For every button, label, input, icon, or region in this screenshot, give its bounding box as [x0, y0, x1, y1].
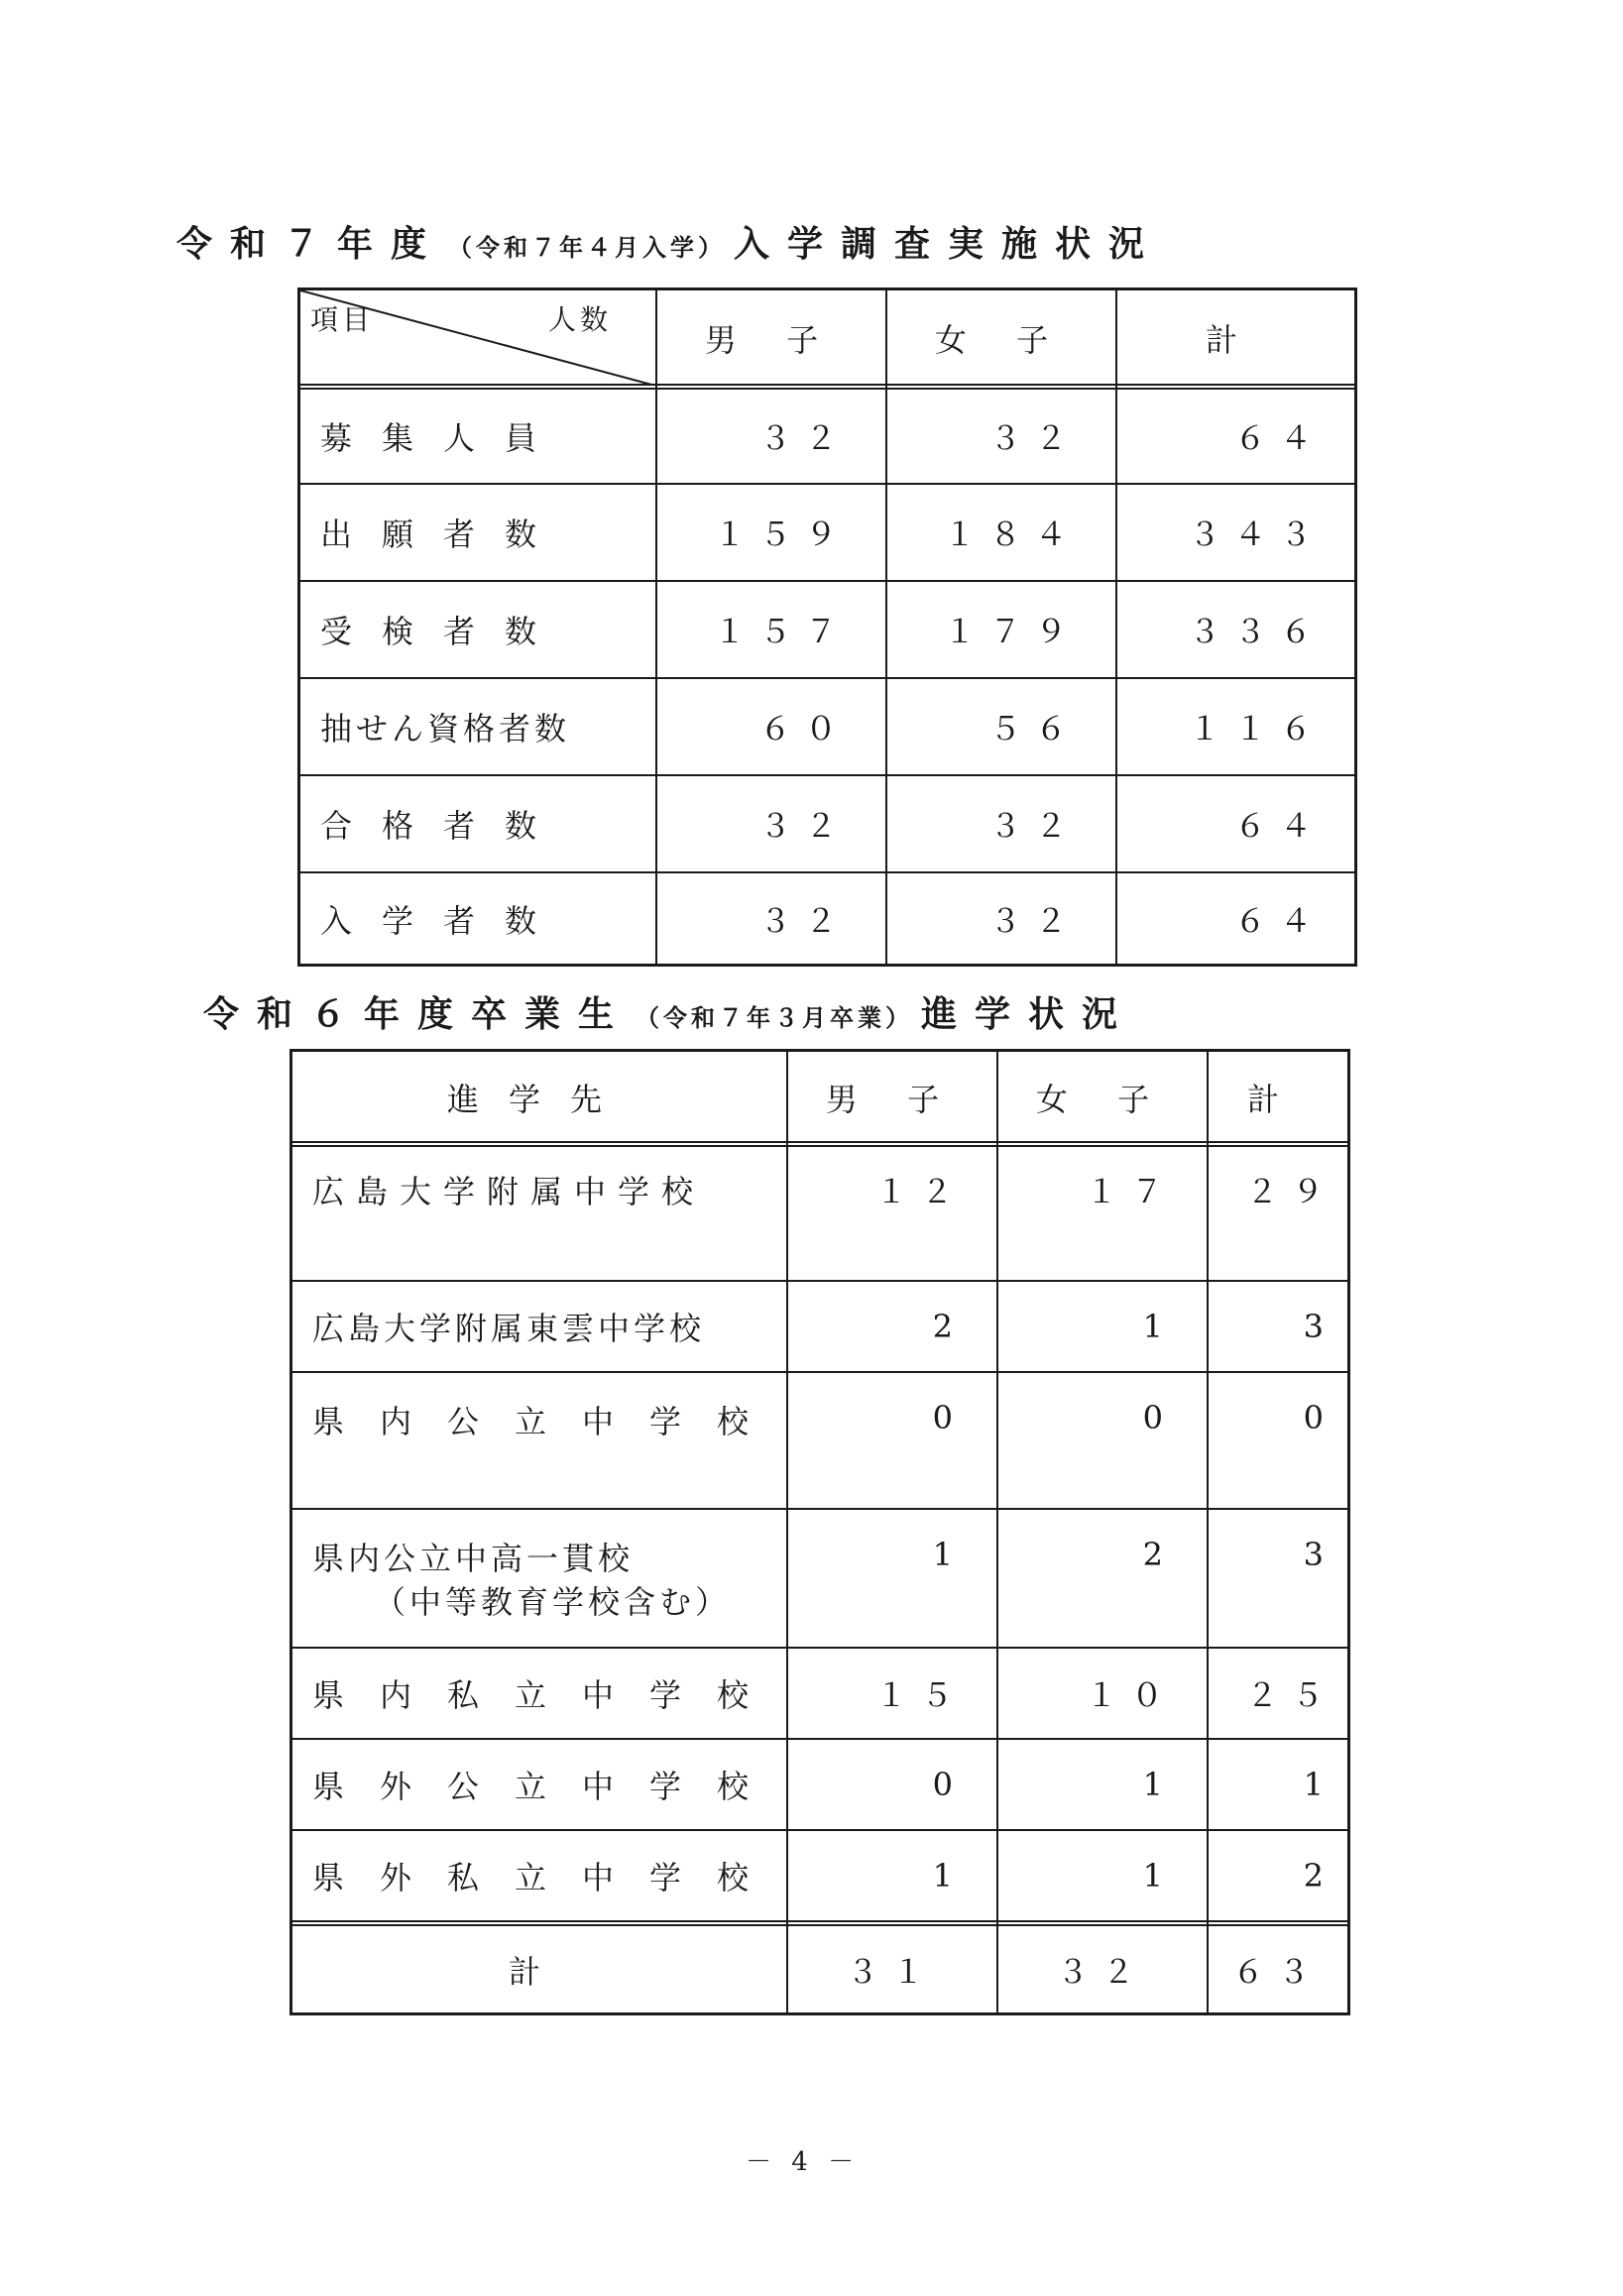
row-total: 0: [1303, 1399, 1337, 1436]
row-label: 県外公立中学校: [312, 1768, 785, 1805]
row-label-secondary: （中等教育学校含む）: [374, 1583, 732, 1621]
row-female: １７: [1085, 1173, 1177, 1210]
row-female: １８４: [943, 516, 1081, 553]
row-total: ６４: [1233, 902, 1326, 940]
total-male: ３１: [846, 1953, 938, 1991]
row-male: １５: [874, 1676, 967, 1714]
row-label: 出願者数: [320, 516, 567, 553]
row-label: 広島大学附属中学校: [312, 1173, 706, 1210]
row-label: 県内公立中学校: [312, 1403, 785, 1440]
row-label: 受検者数: [320, 613, 567, 650]
row-total: ６４: [1233, 807, 1326, 845]
row-female: 0: [1142, 1399, 1177, 1436]
row-label: 募集人員: [320, 419, 567, 457]
section1-title-sub: （令和７年４月入学）: [448, 234, 727, 262]
row-total: ３４３: [1188, 516, 1326, 553]
section1-title-main-a: 令和７年度: [176, 224, 445, 265]
row-male: ３２: [758, 419, 851, 457]
row-male: １２: [874, 1173, 967, 1210]
row-total: ２９: [1245, 1173, 1337, 1210]
advancement-table: [290, 1049, 1350, 2015]
row-total: 3: [1303, 1536, 1337, 1573]
header-destination: 進学先: [446, 1081, 632, 1118]
row-female: １７９: [943, 613, 1081, 650]
total-female: ３２: [1056, 1953, 1148, 1991]
row-male: ３２: [758, 902, 851, 940]
row-female: 2: [1142, 1536, 1177, 1573]
row-label: 県内公立中高一貫校: [312, 1540, 635, 1577]
header-female: 女 子: [1035, 1081, 1170, 1118]
row-male: ６０: [758, 710, 851, 747]
header-male: 男 子: [825, 1081, 960, 1118]
row-male: １５９: [713, 516, 851, 553]
header-count-label: 人数: [548, 303, 613, 336]
row-female: 1: [1142, 1857, 1177, 1894]
header-female: 女 子: [934, 321, 1069, 359]
header-total: 計: [1246, 1081, 1309, 1118]
row-male: １５７: [713, 613, 851, 650]
section2-title: [203, 986, 1135, 1037]
row-male: 2: [932, 1308, 967, 1345]
row-female: ５６: [988, 710, 1081, 747]
row-female: 1: [1142, 1308, 1177, 1345]
row-female: １０: [1085, 1676, 1177, 1714]
row-female: ３２: [988, 807, 1081, 845]
row-female: ３２: [988, 902, 1081, 940]
row-total: ６４: [1233, 419, 1326, 457]
page-number: － 4 －: [746, 2147, 861, 2177]
section2-title-main-b: 進学状況: [921, 994, 1136, 1035]
total-total: ６３: [1231, 1953, 1324, 1991]
section1-title-main-b: 入学調査実施状況: [734, 224, 1163, 265]
header-male: 男 子: [704, 321, 839, 359]
row-total: ２５: [1245, 1676, 1337, 1714]
total-label: 計: [508, 1953, 570, 1991]
section2-title-main-a: 令和６年度卒業生: [203, 994, 633, 1035]
header-total: 計: [1205, 321, 1267, 359]
row-male: ３２: [758, 807, 851, 845]
row-total: ３３６: [1188, 613, 1326, 650]
row-male: 1: [932, 1536, 967, 1573]
row-male: 0: [932, 1399, 967, 1436]
row-total: 2: [1303, 1857, 1337, 1894]
row-total: 3: [1303, 1308, 1337, 1345]
row-female: ３２: [988, 419, 1081, 457]
section1-title: [176, 216, 1162, 267]
row-label: 抽せん資格者数: [320, 710, 571, 747]
admission-survey-table: [297, 287, 1357, 967]
row-total: １１６: [1188, 710, 1326, 747]
row-label: 入学者数: [320, 902, 567, 940]
row-label: 県内私立中学校: [312, 1676, 785, 1714]
row-label: 合格者数: [320, 807, 567, 845]
header-item-label: 項目: [310, 303, 375, 336]
row-label: 広島大学附属東雲中学校: [312, 1310, 706, 1347]
row-male: 1: [932, 1857, 967, 1894]
row-male: 0: [932, 1766, 967, 1803]
row-total: 1: [1303, 1766, 1337, 1803]
row-label: 県外私立中学校: [312, 1859, 785, 1896]
section2-title-sub: （令和７年３月卒業）: [636, 1004, 914, 1032]
row-female: 1: [1142, 1766, 1177, 1803]
